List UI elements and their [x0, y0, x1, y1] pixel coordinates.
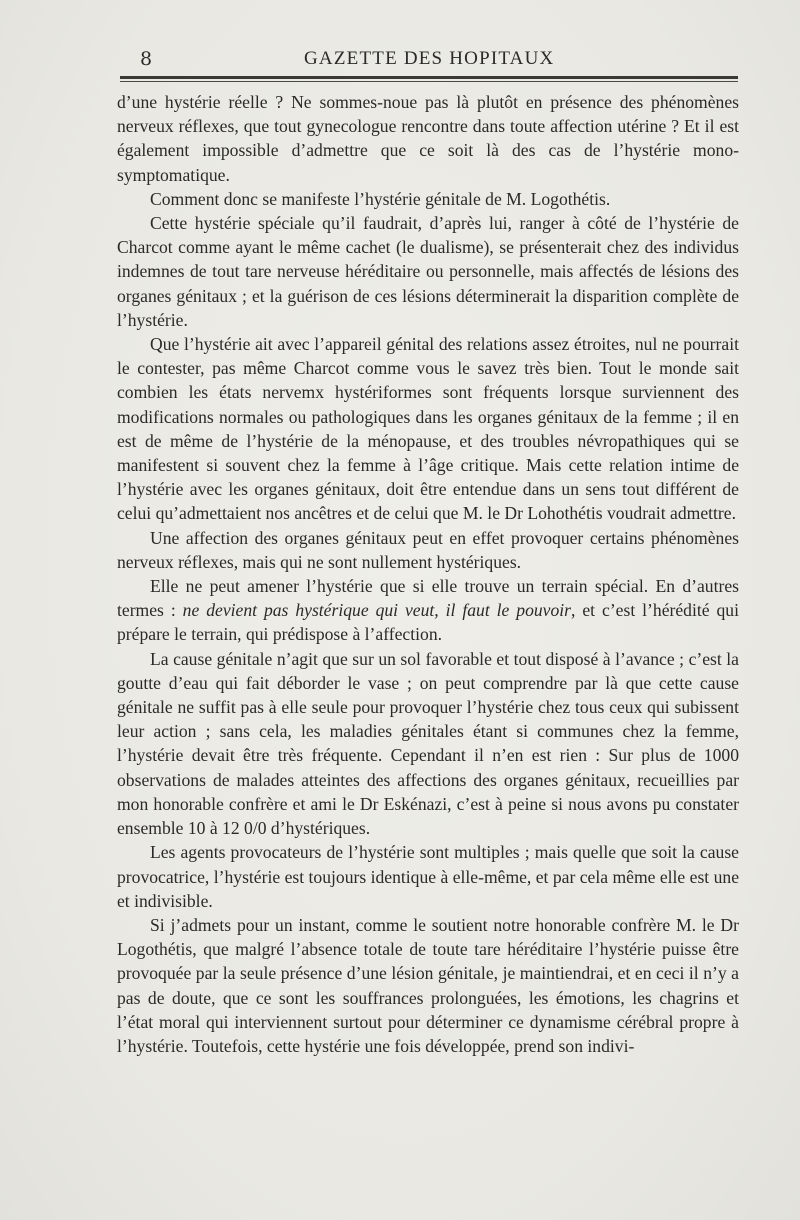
paragraph	[117, 211, 739, 332]
paragraph-text: , et c’est l’hérédité qui prépare le terrain, qui prédispose à l’affection.	[117, 600, 739, 645]
paragraph	[117, 90, 739, 187]
paragraph	[117, 332, 739, 526]
paragraph	[117, 187, 739, 211]
paragraph	[117, 574, 739, 647]
article-body	[117, 90, 739, 1058]
paragraph-text: Une affection des organes génitaux peut en effet provoquer certains phénomènes nerveux réflexes, mais qui ne sont nullement hystériques.	[117, 527, 739, 572]
paragraph-text: d’une hystérie réelle ? Ne sommes-noue pas là plutôt en présence des phénomènes nerveux réflexes, que tout gynecologue rencontre dans toute affection utérine ? Et il est également impossible d’admettre que ce soit là des cas de l’hystérie mono-symptomatique.	[117, 92, 739, 185]
running-header	[118, 44, 738, 74]
paragraph-text: Les agents provocateurs de l’hystérie sont multiples ; mais quelle que soit la cause provocatrice, l’hystérie est toujours identique à elle-même, et par cela même elle est une et indivisible.	[117, 842, 739, 911]
italic-quote: ne devient pas hystérique qui veut, il faut le pouvoir	[182, 600, 572, 621]
paragraph-text: La cause génitale n’agit que sur un sol favorable et tout disposé à l’avance ; c’est la goutte d’eau qui fait déborder le vase ; on peut comprendre par là que cette cause génitale ne suffit pas à elle seule pour provoquer l’hystérie chez tous ceux qui subissent leur action ; sans cela, les maladies génitales étant si communes chez la femme, l’hystérie devait être très fréquente. Cependant il n’en est rien : Sur plus de 1000 observations de malades atteintes des affections des organes génitaux, recueillies par mon honorable confrère et ami le Dr Eskénazi, c’est à peine si nous avons pu constater ensemble 10 à 12 0/0 d’hystériques.	[117, 648, 739, 839]
page-number: 8	[140, 48, 153, 70]
paragraph-text: Si j’admets pour un instant, comme le soutient notre honorable confrère M. le Dr Logothétis, que malgré l’absence totale de toute tare héréditaire l’hystérie puisse être provoquée par la seule présence d’une lésion génitale, je maintiendrai, et en ceci il n’y a pas de doute, que ce sont les souffrances prolonguées, les émotions, les chagrins et l’état moral qui interviennent surtout pour déterminer ce dynamisme cérébral propre à l’hystérie. Toutefois, cette hystérie une fois développée, prend son indivi-	[117, 914, 739, 1056]
paragraph-text: Comment donc se manifeste l’hystérie génitale de M. Logothétis.	[150, 188, 611, 209]
header-rule-thin	[120, 81, 738, 82]
paragraph	[117, 526, 739, 574]
paragraph	[117, 840, 739, 913]
header-rule-thick	[120, 76, 738, 79]
journal-title: GAZETTE DES HOPITAUX	[304, 48, 555, 69]
paragraph	[117, 647, 739, 841]
paragraph-text: Elle ne peut amener l’hystérie que si elle trouve un terrain spécial. En d’autres termes :	[117, 576, 739, 621]
paragraph-text: Cette hystérie spéciale qu’il faudrait, d’après lui, ranger à côté de l’hystérie de Charcot comme ayant le même cachet (le dualisme), se présenterait chez des individus indemnes de tout tare nerveuse héréditaire ou personnelle, mais affectés de lésions des organes génitaux ; et la guérison de ces lésions déterminerait la disparition complète de l’hystérie.	[117, 213, 739, 330]
paragraph	[117, 913, 739, 1058]
paragraph-text: Que l’hystérie ait avec l’appareil génital des relations assez étroites, nul ne pourrait le contester, pas même Charcot comme vous le savez très bien. Tout le monde sait combien les états nervemx hystériformes sont fréquents lorsque surviennent des modifications normales ou pathologiques dans les organes génitaux de la femme ; il en est de même de l’hystérie de la ménopause, et des troubles névropathiques qui se manifestent si souvent chez la femme à l’âge critique. Mais cette relation intime de l’hystérie avec les organes génitaux, doit être entendue dans un sens tout différent de celui qu’admettaient nos ancêtres et de celui que M. le Dr Lohothétis voudrait admettre.	[117, 334, 739, 524]
